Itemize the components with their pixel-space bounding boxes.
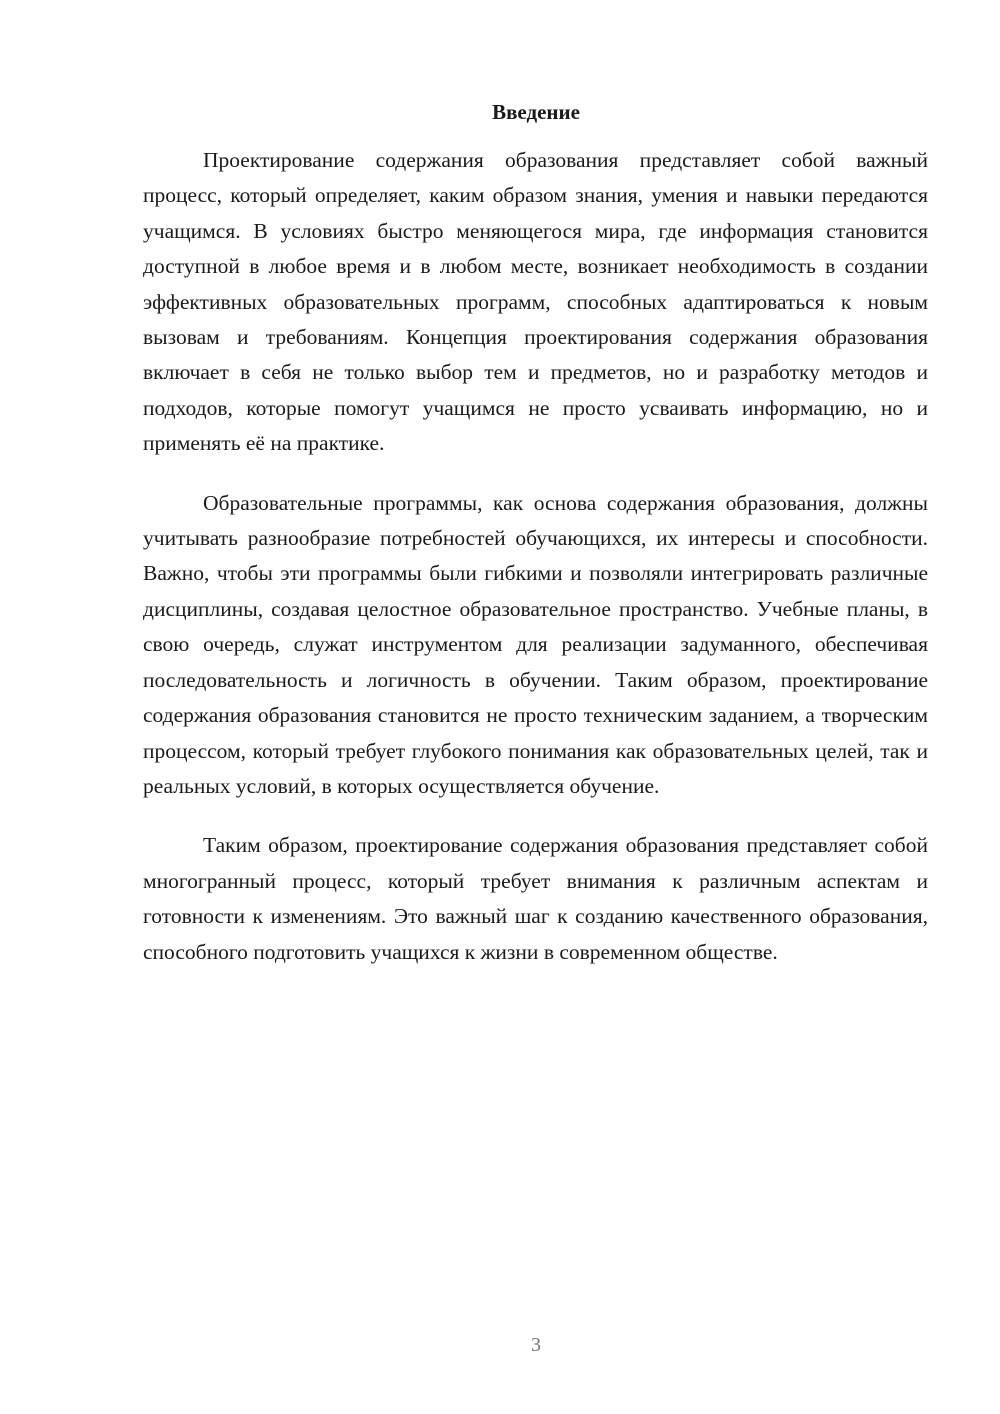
page-title: Введение [492,100,580,124]
paragraph-3: Таким образом, проектирование содержания образования представляет собой многогранный процесс, который требует внимания к различным аспектам и готовности к изменениям. Это важный шаг к созданию качественного образования, способного подготовить учащихся к жизни в современном обществе. [143,833,928,964]
paragraph-1: Проектирование содержания образования представляет собой важный процесс, который определяет, каким образом знания, умения и навыки передаются учащимся. В условиях быстро меняющегося мира, где информация становится доступной в любое время и в любом месте, возникает необходимость в создании эффективных образовательных программ, способных адаптироваться к новым вызовам и требованиям. Концепция проектирования содержания образования включает в себя не только выбор тем и предметов, но и разработку методов и подходов, которые помогут учащимся не просто усваивать информацию, но и применять её на практике. [143,148,928,456]
paragraph-2: Образовательные программы, как основа содержания образования, должны учитывать разнообразие потребностей обучающихся, их интересы и способности. Важно, чтобы эти программы были гибкими и позволяли интегрировать различные дисциплины, создавая целостное образовательное пространство. Учебные планы, в свою очередь, служат инструментом для реализации задуманного, обеспечивая последовательность и логичность в обучении. Таким образом, проектирование содержания образования становится не просто техническим заданием, а творческим процессом, который требует глубокого понимания как образовательных целей, так и реальных условий, в которых осуществляется обучение. [143,490,928,798]
body-text [143,143,928,994]
page-number: 3 [531,1334,541,1356]
